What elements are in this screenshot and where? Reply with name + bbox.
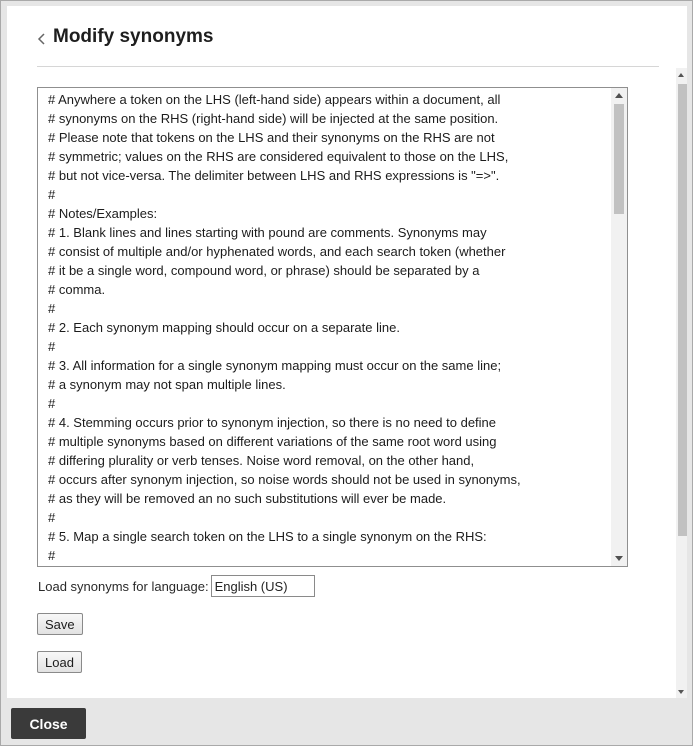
scrollbar-thumb[interactable] [614,104,624,214]
language-row [38,574,315,598]
dialog-header [37,24,659,67]
close-button[interactable]: Close [11,708,86,739]
save-button[interactable]: Save [37,613,83,635]
page-title: Modify synonyms [53,26,214,47]
synonyms-text[interactable]: # Anywhere a token on the LHS (left-hand side) appears within a document, all # synonyms on the RHS (right-hand side) will be injected at the same position. # Please note that tokens on the LHS and their synonyms on the RHS are not # symmetric; values on the RHS are considered equivalent to those on the LHS, # but not vice-versa. The delimiter between LHS and RHS expressions is "=>". # # Notes/Examples: # 1. Blank lines and lines starting with pound are comments. Synonyms may # consist of multiple and/or hyphenated words, and each search token (whether # it be a single word, compound word, or phrase) should be separated by a # comma. # # 2. Each synonym mapping should occur on a separate line. # # 3. All information for a single synonym mapping must occur on the same line; # a synonym may not span multiple lines. # # 4. Stemming occurs prior to synonym injection, so there is no need to define # multiple synonyms based on different variations of the same root word using # differing plurality or verb tenses. Noise word removal, on the other hand, # occurs after synonym injection, so noise words should not be used in synonyms, # as they will be removed an no such substitutions will ever be made. # # 5. Map a single search token on the LHS to a single synonym on the RHS: # [48,92,521,563]
dialog-scroll-up-icon[interactable] [678,73,684,77]
scroll-down-icon[interactable] [615,556,623,561]
dialog-scrollbar[interactable] [676,68,687,698]
synonyms-textarea[interactable] [37,87,628,567]
modify-synonyms-dialog [7,6,687,698]
language-input[interactable] [211,575,315,597]
load-button[interactable]: Load [37,651,82,673]
dialog-scrollbar-thumb[interactable] [678,84,687,536]
textarea-scrollbar[interactable] [611,88,627,566]
scroll-up-icon[interactable] [615,93,623,98]
chevron-left-icon[interactable] [37,31,47,47]
dialog-scroll-down-icon[interactable] [678,690,684,694]
language-label: Load synonyms for language: [38,578,209,594]
